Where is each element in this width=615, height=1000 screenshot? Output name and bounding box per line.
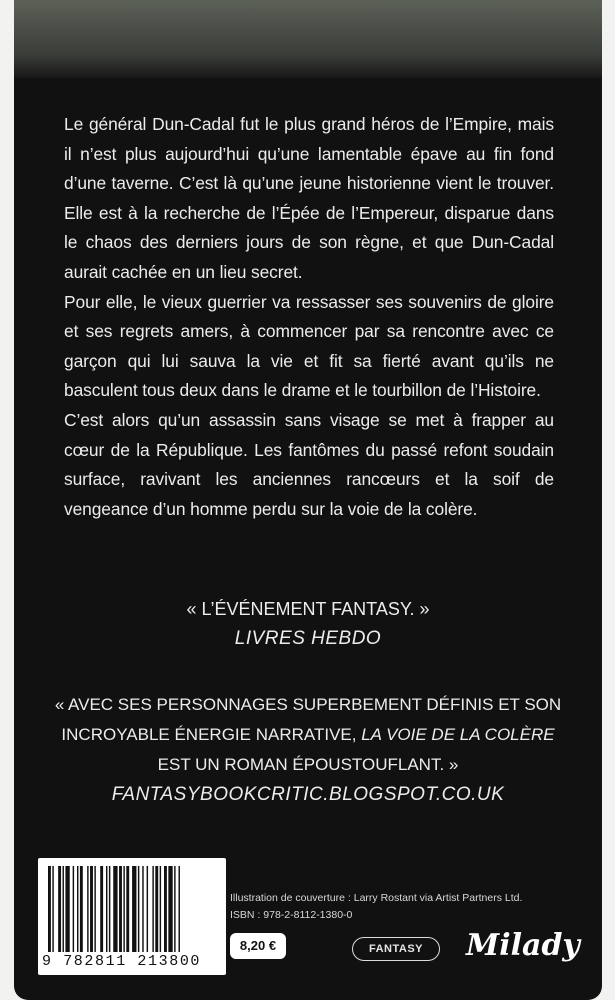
quote-1-text: « L’ÉVÉNEMENT FANTASY. » <box>186 599 430 619</box>
genre-badge: FANTASY <box>352 937 440 961</box>
credits <box>230 890 522 924</box>
blurb-paragraph-2: Pour elle, le vieux guerrier va ressasser ses souvenirs de gloire et ses regrets amers, à commencer par sa rencontre avec ce garçon qui lui sauva la vie et fit sa fierté avant qu’ils ne basculent tous deux dans le drame et le tourbillon de l’Histoire. <box>64 291 554 401</box>
quote-2-line-2 <box>14 720 602 750</box>
book-back-cover <box>14 0 602 1000</box>
publisher-logo: Milady <box>466 928 580 963</box>
isbn: ISBN : 978-2-8112-1380-0 <box>230 909 353 921</box>
quote-1-source: LIVRES HEBDO <box>234 628 382 649</box>
barcode-bars <box>48 866 216 952</box>
book-title: LA VOIE DE LA COLÈRE <box>361 725 555 744</box>
top-band <box>14 0 602 78</box>
blurb-paragraph-3: C’est alors qu’un assassin sans visage se met à frapper au cœur de la République. Les fantômes du passé refont soudain surface, ravivant les anciennes rancœurs et la soif de vengeance d’un homme perdu sur la voie de la colère. <box>64 409 554 519</box>
barcode-digits: 9 782811 213800 <box>42 953 202 970</box>
barcode <box>38 858 226 975</box>
quote-2-line-1: « AVEC SES PERSONNAGES SUPERBEMENT DÉFINIS ET SON <box>54 695 562 714</box>
review-quote-2 <box>14 690 602 810</box>
quote-2-source: FANTASYBOOKCRITIC.BLOGSPOT.CO.UK <box>111 784 505 805</box>
quote-2-line-3: EST UN ROMAN ÉPOUSTOUFLANT. » <box>157 755 459 774</box>
blurb <box>64 110 554 524</box>
blurb-paragraph-1: Le général Dun-Cadal fut le plus grand héros de l’Empire, mais il n’est plus aujourd’hui qu’une lamentable épave au fin fond d’une taverne. C’est là qu’une jeune historienne vient le trouver. Elle est à la recherche de l’Épée de l’Empereur, disparue dans le chaos des derniers jours de son règne, et que Dun-Cadal aurait cachée en un lieu secret. <box>64 114 554 282</box>
price-badge: 8,20 € <box>230 933 286 959</box>
quote-2-line-2-start: INCROYABLE ÉNERGIE NARRATIVE, <box>61 725 362 744</box>
illustration-credit: Illustration de couverture : Larry Rostant via Artist Partners Ltd. <box>230 892 523 904</box>
review-quote-1 <box>14 594 602 654</box>
